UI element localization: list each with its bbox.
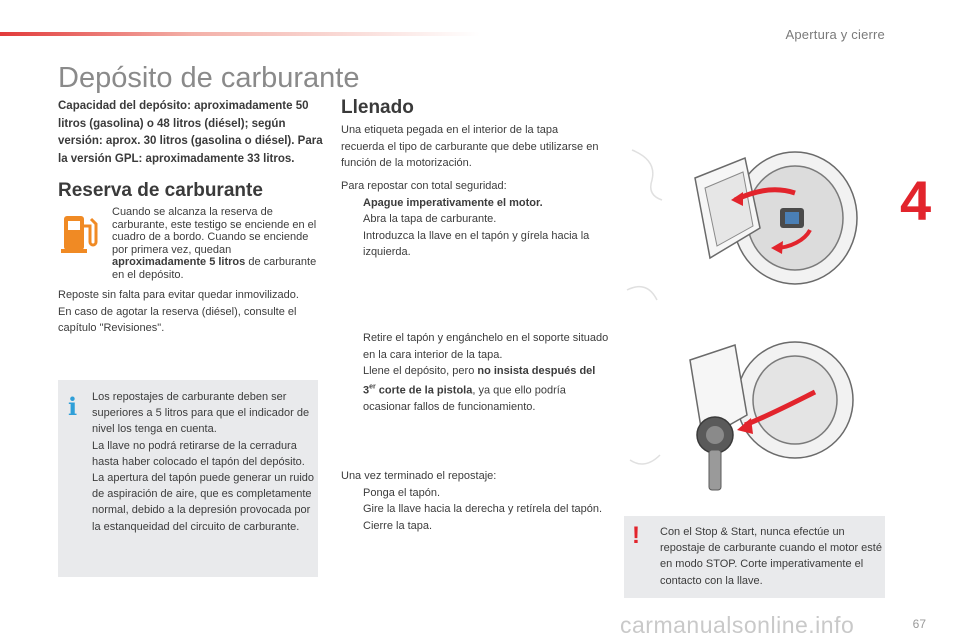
- terminado-steps: [341, 468, 611, 534]
- etiqueta-paragraph: Una etiqueta pegada en el interior de la tapa recuerda el tipo de carburante que debe utilizarse en función de la motorización.: [341, 124, 599, 169]
- step-text: Introduzca la llave en el tapón y gírela hacia la izquierda.: [363, 229, 590, 258]
- bullet-icon: [341, 211, 363, 228]
- capacity-text: Capacidad del depósito: aproximadamente 50 litros (gasolina) o 48 litros (diésel); según versión: aprox. 30 litros (gasolina o diésel). Para la versión GPL: aproximadamente 33 litros.: [58, 100, 323, 165]
- step-text-bold: corte de la pistola: [375, 384, 473, 397]
- step-item: [341, 211, 611, 228]
- chapter-number: 4: [900, 169, 932, 232]
- header-accent-bar: [0, 32, 480, 36]
- section-label: Apertura y cierre: [785, 27, 885, 42]
- info-box-text: [92, 389, 314, 535]
- reposte-line: Reposte sin falta para evitar quedar inmovilizado.: [58, 289, 299, 301]
- background-sketch: [622, 140, 682, 480]
- step-text: Cierre la tapa.: [363, 519, 433, 532]
- bullet-icon: [341, 330, 363, 363]
- step-text: Gire la llave hacia la derecha y retírela del tapón.: [363, 503, 603, 515]
- bullet-icon: [341, 518, 363, 535]
- step-text: [363, 363, 611, 415]
- step-item: [341, 501, 611, 518]
- bullet-icon: [341, 485, 363, 502]
- warning-exclamation-icon: !: [632, 522, 640, 549]
- step-text-part: , ya que ello podría ocasionar fallos de funcionamiento.: [363, 384, 566, 413]
- step-text: Ponga el tapón.: [363, 486, 441, 499]
- reserva-heading: Reserva de carburante: [58, 180, 263, 201]
- step-text-sup: er: [369, 383, 376, 391]
- reposte-line: En caso de agotar la reserva (diésel), consulte el capítulo "Revisiones".: [58, 305, 297, 334]
- step-item: [341, 330, 611, 363]
- bullet-icon: [341, 501, 363, 518]
- llenado-heading: Llenado: [341, 97, 414, 118]
- step-text-bold: no insista después del 3: [363, 365, 596, 397]
- reposte-paragraph: [58, 287, 323, 337]
- fuel-cap-removed-illustration: [675, 340, 860, 495]
- info-line: La llave no podrá retirarse de la cerradura hasta haber colocado el tapón del depósito.: [92, 439, 305, 468]
- info-line: Los repostajes de carburante deben ser superiores a 5 litros para que el indicador de nivel los tenga en cuenta.: [92, 391, 310, 436]
- page-title: Depósito de carburante: [58, 62, 360, 94]
- bullet-icon: [341, 363, 363, 415]
- step-text: Abra la tapa de carburante.: [363, 213, 497, 225]
- step-item: [341, 363, 611, 415]
- step-item: [341, 518, 611, 535]
- reserva-text: [112, 206, 317, 281]
- step-text: Retire el tapón y engánchelo en el soporte situado en la cara interior de la tapa.: [363, 332, 609, 361]
- fuel-cap-key-illustration: [675, 148, 860, 288]
- step-item: [341, 485, 611, 502]
- reserva-text-bold: aproximadamente 5 litros: [112, 256, 246, 268]
- step-item: [341, 195, 611, 212]
- retire-steps: [341, 330, 611, 415]
- step-text-part: Llene el depósito, pero: [363, 365, 478, 377]
- reserva-text-part: de carburante en el depósito.: [112, 256, 317, 281]
- warning-text: Con el Stop & Start, nunca efectúe un repostaje de carburante cuando el motor esté en modo STOP. Corte imperativamente el contacto con la llave.: [660, 526, 882, 587]
- repostar-intro: Para repostar con total seguridad:: [341, 180, 507, 192]
- fuel-pump-icon: [58, 212, 102, 256]
- reserva-text-part: Cuando se alcanza la reserva de carburante, este testigo se enciende en el cuadro de a bordo. Cuando se enciende por primera vez, quedan: [112, 206, 317, 256]
- bullet-icon: [341, 228, 363, 261]
- step-text: Apague imperativamente el motor.: [363, 196, 543, 209]
- repostar-steps: [341, 178, 611, 261]
- page-number: 67: [912, 617, 926, 631]
- step-item: [341, 228, 611, 261]
- info-line: La apertura del tapón puede generar un ruido de aspiración de aire, que es completamente normal, debido a la depresión provocada por la estanqueidad del circuito de carburante.: [92, 472, 315, 533]
- watermark: carmanualsonline.info: [620, 612, 855, 638]
- info-icon: i: [68, 392, 78, 421]
- bullet-icon: [341, 195, 363, 212]
- terminado-intro: Una vez terminado el repostaje:: [341, 470, 497, 482]
